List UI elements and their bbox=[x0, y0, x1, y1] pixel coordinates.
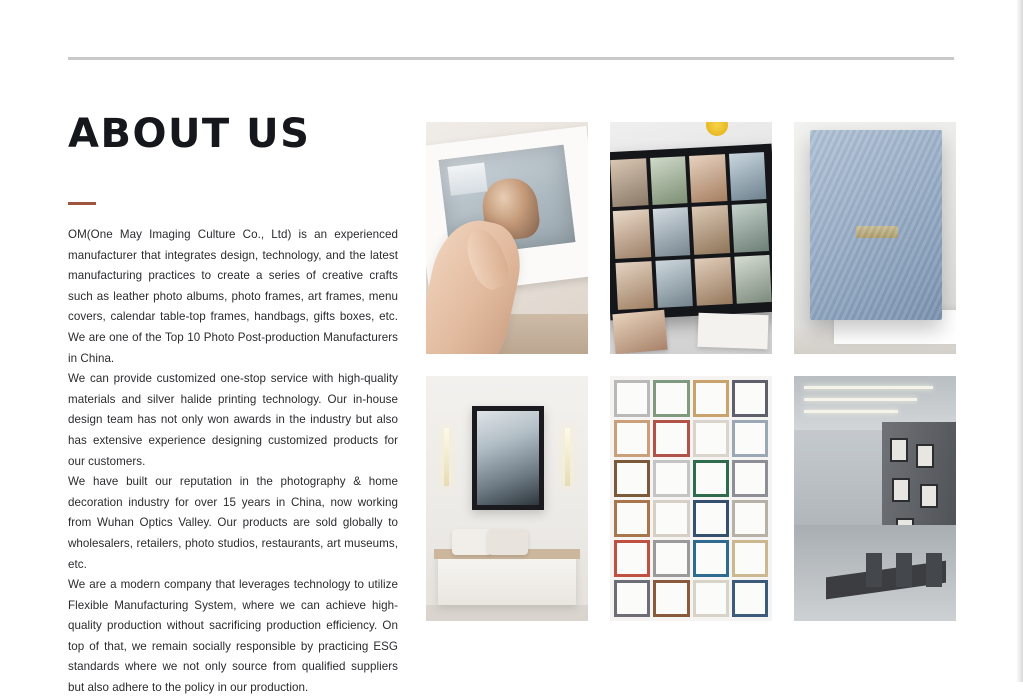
blank-paper-sheet bbox=[697, 313, 768, 349]
wall-sconce-left-icon bbox=[444, 428, 449, 486]
paragraph-1: OM(One May Imaging Culture Co., Ltd) is an experienced manufacturer that integrates design, technology, and the latest manufacturing practices to create a series of creative crafts such as leather photo albums, photo frames, art frames, menu covers, calendar table-top frames, handbags, gifts boxes, etc. We are one of the Top 10 Photo Post-production Manufacturers in China. bbox=[68, 228, 398, 365]
display-stand bbox=[926, 553, 942, 587]
picture-frame bbox=[653, 420, 689, 457]
frame-display-grid bbox=[614, 380, 768, 617]
album-photo bbox=[616, 261, 654, 310]
album-photo bbox=[613, 210, 651, 259]
picture-frame bbox=[693, 420, 729, 457]
gallery-image-showroom-corridor bbox=[794, 376, 956, 621]
ceiling-light-strip bbox=[804, 386, 934, 389]
leather-album-cover bbox=[810, 130, 942, 320]
picture-frame bbox=[614, 580, 650, 617]
about-body-copy bbox=[68, 225, 398, 699]
picture-frame bbox=[693, 500, 729, 537]
gallery-image-framed-portrait-interior bbox=[426, 376, 588, 621]
picture-frame bbox=[732, 500, 768, 537]
display-stand bbox=[896, 553, 912, 587]
picture-frame bbox=[693, 580, 729, 617]
album-photo bbox=[652, 207, 690, 256]
bench-cabinet bbox=[438, 553, 576, 605]
wall-framed-art bbox=[916, 444, 934, 468]
gallery-image-blue-leather-album-cover bbox=[794, 122, 956, 354]
picture-frame bbox=[732, 460, 768, 497]
wall-picture-frame bbox=[472, 406, 544, 510]
album-photo bbox=[694, 257, 732, 306]
ceiling-light-strip bbox=[804, 398, 917, 401]
album-photo-grid bbox=[610, 152, 772, 310]
yellow-flower-decor bbox=[706, 122, 728, 136]
cushion bbox=[488, 529, 528, 555]
framed-portrait-artwork bbox=[477, 411, 539, 505]
picture-frame bbox=[653, 380, 689, 417]
photo-gallery-grid bbox=[426, 122, 956, 621]
picture-frame bbox=[693, 540, 729, 577]
picture-frame bbox=[693, 380, 729, 417]
picture-frame bbox=[653, 460, 689, 497]
album-photo bbox=[610, 158, 648, 207]
loose-photo-print bbox=[612, 310, 667, 354]
picture-frame bbox=[732, 540, 768, 577]
picture-frame bbox=[614, 380, 650, 417]
ceiling-light-strip bbox=[804, 410, 898, 413]
picture-frame bbox=[614, 420, 650, 457]
album-spread bbox=[610, 144, 772, 321]
album-photo bbox=[689, 154, 727, 203]
album-photo bbox=[734, 255, 772, 304]
picture-frame bbox=[653, 500, 689, 537]
wall-framed-art bbox=[892, 478, 910, 502]
album-photo bbox=[728, 152, 766, 201]
paragraph-4: We are a modern company that leverages technology to utilize Flexible Manufacturing System, where we can achieve high-quality production without sacrificing production efficiency. On top of that, we remain socially responsible by practicing ESG standards where we not only source from qualified suppliers but also adhere to the policy in our production. bbox=[68, 578, 398, 695]
wall-sconce-right-icon bbox=[565, 428, 570, 486]
paragraph-2: We can provide customized one-stop service with high-quality materials and silver halide printing technology. Our in-house design team has not only won awards in the industry but also has extensive experience designing customized products for our customers. bbox=[68, 372, 398, 468]
picture-frame bbox=[693, 460, 729, 497]
picture-frame bbox=[614, 500, 650, 537]
album-photo bbox=[692, 205, 730, 254]
wall-framed-art bbox=[890, 438, 908, 462]
page-edge-shading bbox=[1016, 0, 1023, 682]
floor-surface bbox=[426, 605, 588, 621]
gallery-image-picture-frame-wall-display bbox=[610, 376, 772, 621]
album-photo bbox=[655, 259, 693, 308]
cushion bbox=[452, 529, 492, 555]
wall-framed-art bbox=[920, 484, 938, 508]
album-photo bbox=[650, 156, 688, 205]
paragraph-3: We have built our reputation in the photography & home decoration industry for over 15 years in China, now working from Wuhan Optics Valley. Our products are sold globally to wholesalers, retailers, photo studios, restaurants, art museums, etc. bbox=[68, 475, 398, 571]
gold-embossed-logo bbox=[856, 226, 898, 238]
title-accent-underline bbox=[68, 202, 96, 205]
header-divider bbox=[68, 57, 954, 60]
gallery-image-hand-holding-photo-book bbox=[426, 122, 588, 354]
gallery-image-open-black-photo-album bbox=[610, 122, 772, 354]
picture-frame bbox=[732, 380, 768, 417]
picture-frame bbox=[653, 580, 689, 617]
page-title: ABOUT US bbox=[68, 111, 311, 157]
picture-frame bbox=[732, 420, 768, 457]
picture-frame bbox=[614, 540, 650, 577]
picture-frame bbox=[653, 540, 689, 577]
album-photo bbox=[731, 203, 769, 252]
about-section bbox=[68, 112, 398, 699]
picture-frame bbox=[732, 580, 768, 617]
display-stand bbox=[866, 553, 882, 587]
picture-frame bbox=[614, 460, 650, 497]
